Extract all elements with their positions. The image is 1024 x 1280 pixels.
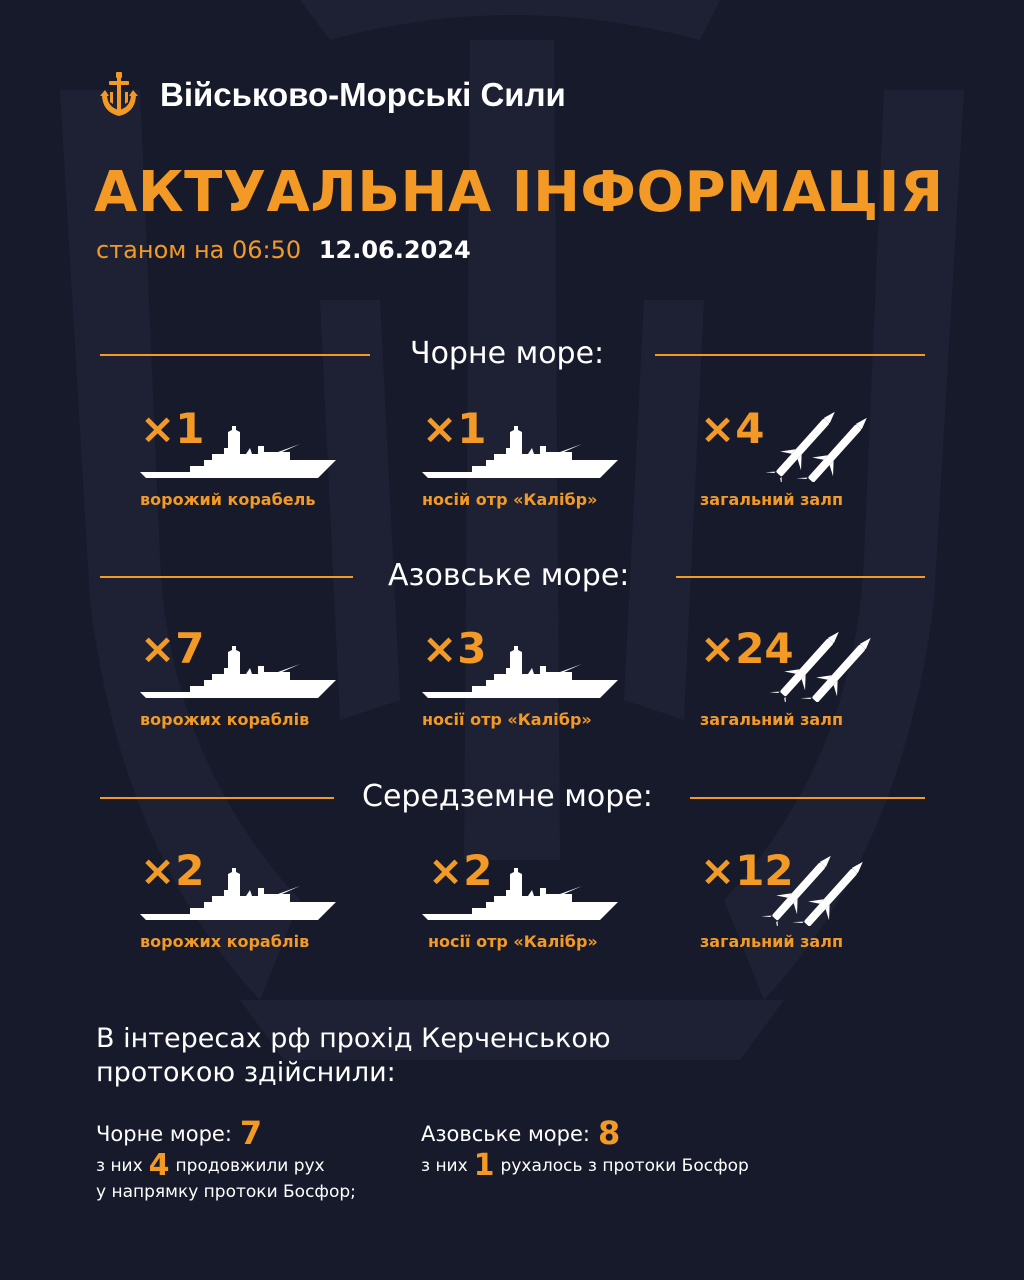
section-title-black-sea: Чорне море: bbox=[410, 336, 605, 371]
stat-count: ×3 bbox=[422, 624, 487, 673]
warship-icon bbox=[140, 646, 336, 698]
black-sea-detail bbox=[96, 1148, 325, 1183]
black-sea-detail-2: у напрямку протоки Босфор; bbox=[96, 1182, 356, 1202]
azov-sea-transits bbox=[421, 1114, 620, 1152]
section-title-azov-sea: Азовське море: bbox=[388, 558, 630, 593]
page-title: АКТУАЛЬНА ІНФОРМАЦІЯ bbox=[94, 160, 944, 225]
section-divider-right bbox=[690, 797, 925, 799]
stat-caption: носії отр «Калібр» bbox=[422, 710, 592, 729]
missiles-icon bbox=[766, 398, 876, 482]
section-title-mediterranean-sea: Середземне море: bbox=[362, 779, 653, 814]
stat-kalibr-carriers bbox=[422, 846, 652, 956]
as-of-timestamp bbox=[96, 236, 471, 264]
stat-count: ×12 bbox=[700, 846, 794, 895]
black-sea-label: Чорне море: bbox=[96, 1122, 232, 1146]
missiles-icon bbox=[762, 842, 872, 926]
section-divider-right bbox=[655, 354, 925, 356]
kerch-strait-summary bbox=[96, 1022, 611, 1090]
stat-caption: ворожих кораблів bbox=[140, 710, 310, 729]
warship-icon bbox=[422, 426, 618, 478]
section-divider-left bbox=[100, 354, 370, 356]
brand-name: Військово-Морські Сили bbox=[160, 76, 566, 113]
stat-count: ×2 bbox=[428, 846, 493, 895]
warship-icon bbox=[140, 868, 336, 920]
black-sea-transits bbox=[96, 1114, 262, 1152]
stat-caption: носії отр «Калібр» bbox=[428, 932, 598, 951]
stat-count: ×1 bbox=[140, 404, 205, 453]
black-sea-value: 7 bbox=[239, 1114, 263, 1152]
stat-caption: носій отр «Калібр» bbox=[422, 490, 598, 509]
detail-text: продовжили рух bbox=[175, 1156, 325, 1176]
section-divider-left bbox=[100, 797, 334, 799]
azov-sea-value: 8 bbox=[597, 1114, 621, 1152]
stat-enemy-ships bbox=[140, 624, 370, 734]
warship-icon bbox=[422, 868, 618, 920]
detail-value: 1 bbox=[473, 1148, 495, 1183]
stat-total-salvo bbox=[700, 624, 930, 734]
stat-count: ×24 bbox=[700, 624, 794, 673]
detail-prefix: з них bbox=[96, 1156, 143, 1176]
as-of-label: станом на 06:50 bbox=[96, 236, 302, 264]
stat-count: ×2 bbox=[140, 846, 205, 895]
warship-icon bbox=[422, 646, 618, 698]
anchor-trident-icon bbox=[100, 72, 138, 118]
stat-caption: загальний залп bbox=[700, 710, 843, 729]
stat-kalibr-carriers bbox=[422, 624, 652, 734]
azov-sea-detail bbox=[421, 1148, 749, 1183]
summary-line-1: В інтересах рф прохід Керченською bbox=[96, 1023, 611, 1054]
summary-line-2: протокою здійснили: bbox=[96, 1057, 396, 1088]
stat-caption: загальний залп bbox=[700, 932, 843, 951]
detail-text: рухалось з протоки Босфор bbox=[500, 1156, 749, 1176]
stat-total-salvo bbox=[700, 846, 930, 956]
stat-caption: ворожий корабель bbox=[140, 490, 316, 509]
detail-prefix: з них bbox=[421, 1156, 468, 1176]
stat-enemy-ships bbox=[140, 846, 370, 956]
azov-sea-label: Азовське море: bbox=[421, 1122, 590, 1146]
as-of-date: 12.06.2024 bbox=[318, 236, 471, 264]
stat-total-salvo bbox=[700, 404, 930, 514]
header bbox=[100, 72, 566, 118]
stat-caption: ворожих кораблів bbox=[140, 932, 310, 951]
section-divider-left bbox=[100, 576, 353, 578]
stat-count: ×7 bbox=[140, 624, 205, 673]
stat-kalibr-carriers bbox=[422, 404, 652, 514]
section-divider-right bbox=[676, 576, 925, 578]
detail-value: 4 bbox=[148, 1148, 170, 1183]
stat-count: ×1 bbox=[422, 404, 487, 453]
stat-caption: загальний залп bbox=[700, 490, 843, 509]
warship-icon bbox=[140, 426, 336, 478]
missiles-icon bbox=[770, 618, 880, 702]
stat-enemy-ships bbox=[140, 404, 370, 514]
stat-count: ×4 bbox=[700, 404, 765, 453]
